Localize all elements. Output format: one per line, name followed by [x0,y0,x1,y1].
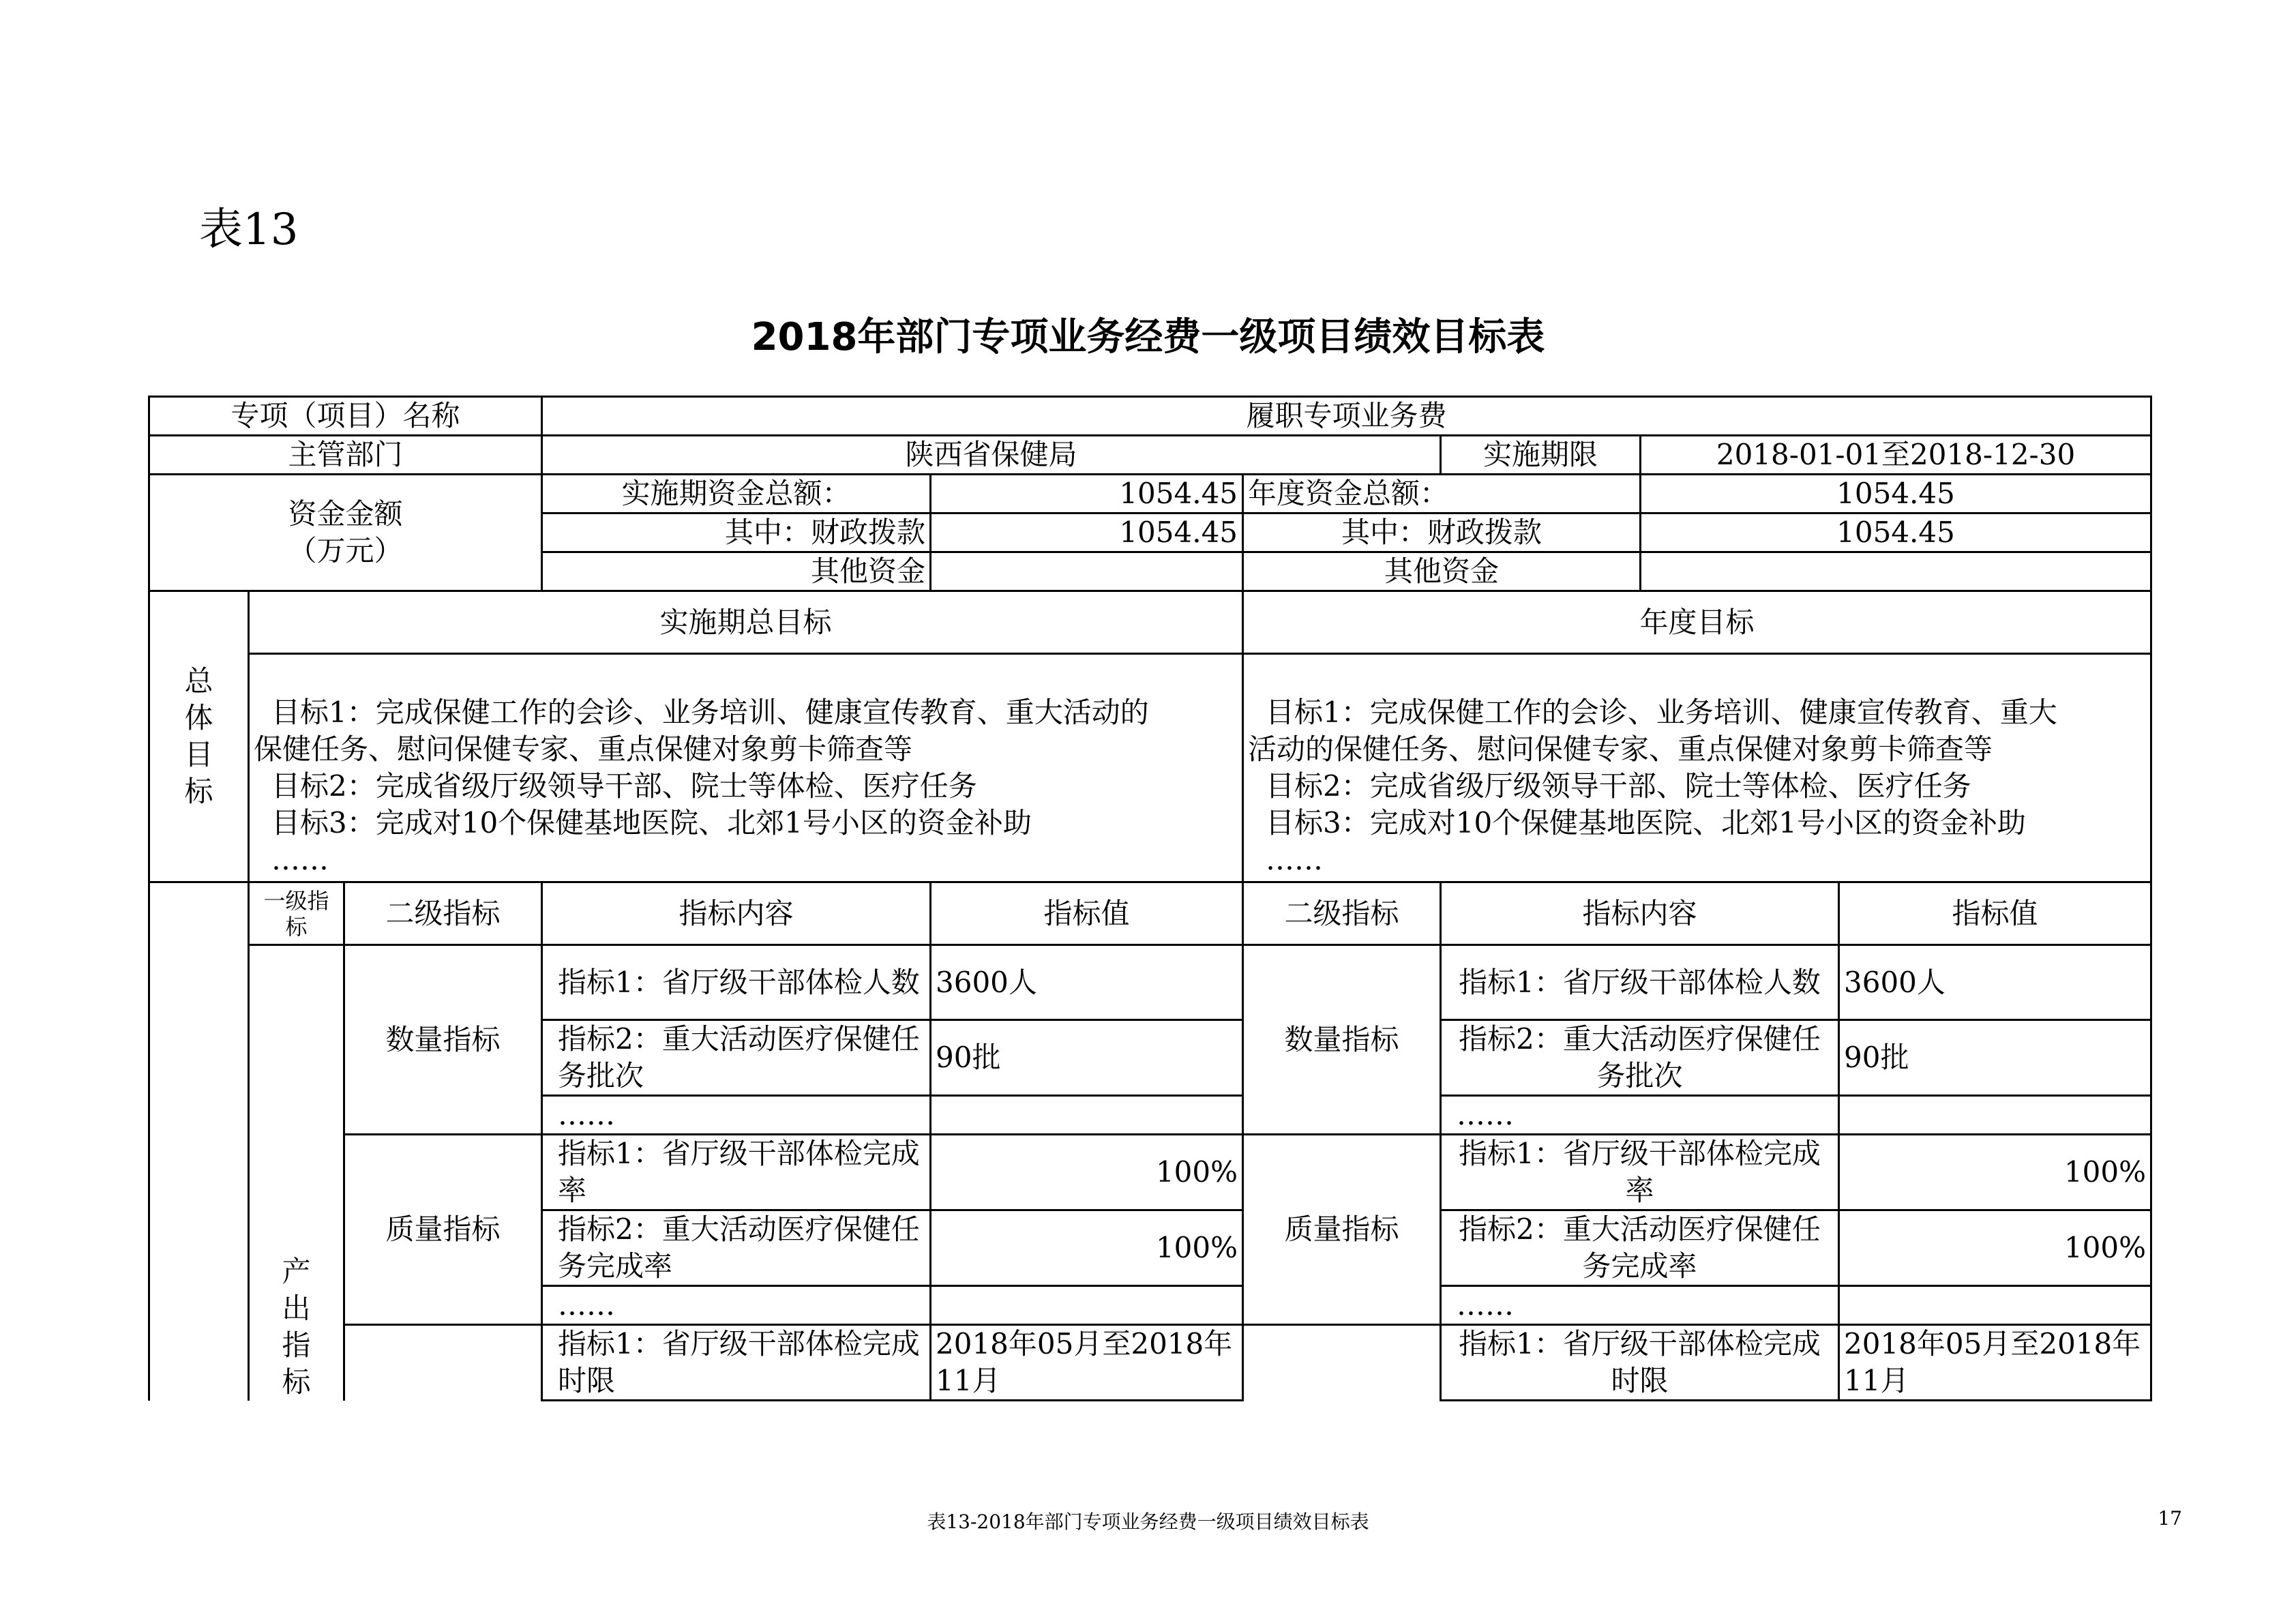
annual-fiscal-value: 1054.45 [1641,513,2151,552]
performance-indicator-section [149,882,249,1401]
quality-indicator-1-value: 100% [931,1135,1243,1210]
quality-indicator-1-value-annual: 100% [1839,1135,2151,1210]
page-title: 2018年部门专项业务经费一级项目绩效目标表 [751,315,1545,359]
annual-goal-header: 年度目标 [1243,591,2151,654]
quantity-indicator-2-value-annual: 90批 [1839,1020,2151,1096]
quantity-indicator-1-content: 指标1：省厅级干部体检人数 [542,945,931,1020]
annual-fiscal-label: 其中：财政拨款 [1243,513,1641,552]
annual-other-label: 其他资金 [1243,552,1641,591]
goal-line: 目标1：完成保健工作的会诊、业务培训、健康宣传教育、重大 [1266,696,2057,729]
timeliness-indicator-label-annual [1243,1325,1441,1401]
goal-line: 目标1：完成保健工作的会诊、业务培训、健康宣传教育、重大活动的 [271,696,1149,729]
goal-line: 目标3：完成对10个保健基地医院、北郊1号小区的资金补助 [271,806,1032,839]
quality-indicator-more-value-annual [1839,1286,2151,1325]
quantity-indicator-2-content-annual: 指标2：重大活动医疗保健任务批次 [1441,1020,1839,1096]
department-label: 主管部门 [149,436,542,475]
project-name-label: 专项（项目）名称 [149,397,542,436]
performance-target-table [148,396,2152,1401]
quality-indicator-label: 质量指标 [344,1135,542,1325]
timeliness-indicator-1-content: 指标1：省厅级干部体检完成时限 [542,1325,931,1401]
timeliness-indicator-1-value-annual: 2018年05月至2018年11月 [1839,1325,2151,1401]
page-footer: 表13-2018年部门专项业务经费一级项目绩效目标表 [927,1510,1369,1533]
sheet-label: 表13 [199,205,299,255]
goal-line: 保健任务、慰问保健专家、重点保健对象剪卡筛查等 [254,732,913,766]
period-value: 2018-01-01至2018-12-30 [1641,436,2151,475]
level1-header: 一级指标 [249,882,344,945]
quantity-indicator-1-value: 3600人 [931,945,1243,1020]
value-header: 指标值 [931,882,1243,945]
goal-label-char: 目 [184,738,213,771]
quantity-indicator-more-value [931,1096,1243,1135]
project-name-value: 履职专项业务费 [542,397,2151,436]
overall-goals-label [149,591,249,882]
quality-indicator-1-content: 指标1：省厅级干部体检完成率 [542,1135,931,1210]
period-label: 实施期限 [1441,436,1641,475]
timeliness-indicator-1-value: 2018年05月至2018年11月 [931,1325,1243,1401]
annual-other-value [1641,552,2151,591]
goal-line: 目标2：完成省级厅级领导干部、院士等体检、医疗任务 [1266,769,1971,803]
content-header-annual: 指标内容 [1441,882,1839,945]
quantity-indicator-label-annual: 数量指标 [1243,945,1441,1135]
department-value: 陕西省保健局 [542,436,1441,475]
goal-label-char: 标 [184,775,213,808]
goal-label-char: 体 [184,701,213,734]
goal-line: 活动的保健任务、慰问保健专家、重点保健对象剪卡筛查等 [1248,732,1993,766]
output-label-char: 产 [282,1254,311,1288]
other-funds-value [931,552,1243,591]
total-funds-value: 1054.45 [931,475,1243,513]
quality-indicator-more-annual: …… [1441,1286,1839,1325]
annual-funds-value: 1054.45 [1641,475,2151,513]
goal-label-char: 总 [184,664,213,698]
quantity-indicator-more: …… [542,1096,931,1135]
quality-indicator-label-annual: 质量指标 [1243,1135,1441,1325]
annual-goal-content [1243,654,2151,882]
goal-line: 目标2：完成省级厅级领导干部、院士等体检、医疗任务 [271,769,977,803]
annual-funds-label: 年度资金总额： [1243,475,1641,513]
level2-header-annual: 二级指标 [1243,882,1441,945]
output-label-char: 指 [282,1328,311,1362]
quantity-indicator-2-value: 90批 [931,1020,1243,1096]
content-header: 指标内容 [542,882,931,945]
timeliness-indicator-1-content-annual: 指标1：省厅级干部体检完成时限 [1441,1325,1839,1401]
funds-label-line2: （万元） [288,534,403,567]
other-funds-label: 其他资金 [542,552,931,591]
quality-indicator-more-value [931,1286,1243,1325]
quantity-indicator-2-content: 指标2：重大活动医疗保健任务批次 [542,1020,931,1096]
page-number: 17 [2158,1507,2182,1530]
value-header-annual: 指标值 [1839,882,2151,945]
quality-indicator-2-value-annual: 100% [1839,1210,2151,1286]
fiscal-funds-label: 其中：财政拨款 [542,513,931,552]
level2-header: 二级指标 [344,882,542,945]
quantity-indicator-more-annual: …… [1441,1096,1839,1135]
quantity-indicator-more-value-annual [1839,1096,2151,1135]
output-label-char: 标 [282,1365,311,1399]
quantity-indicator-1-value-annual: 3600人 [1839,945,2151,1020]
quantity-indicator-label: 数量指标 [344,945,542,1135]
quality-indicator-2-value: 100% [931,1210,1243,1286]
goal-line: 目标3：完成对10个保健基地医院、北郊1号小区的资金补助 [1266,806,2026,839]
timeliness-indicator-label [344,1325,542,1401]
quality-indicator-2-content-annual: 指标2：重大活动医疗保健任务完成率 [1441,1210,1839,1286]
period-goal-content [249,654,1243,882]
quantity-indicator-1-content-annual: 指标1：省厅级干部体检人数 [1441,945,1839,1020]
goal-line: …… [271,843,329,876]
quality-indicator-1-content-annual: 指标1：省厅级干部体检完成率 [1441,1135,1839,1210]
period-goal-header: 实施期总目标 [249,591,1243,654]
total-funds-label: 实施期资金总额： [542,475,931,513]
output-indicator-label [249,945,344,1401]
funds-label [149,475,542,591]
goal-line: …… [1266,843,1324,876]
funds-label-line1: 资金金额 [288,497,403,531]
output-label-char: 出 [282,1291,311,1325]
quality-indicator-more: …… [542,1286,931,1325]
fiscal-funds-value: 1054.45 [931,513,1243,552]
quality-indicator-2-content: 指标2：重大活动医疗保健任务完成率 [542,1210,931,1286]
